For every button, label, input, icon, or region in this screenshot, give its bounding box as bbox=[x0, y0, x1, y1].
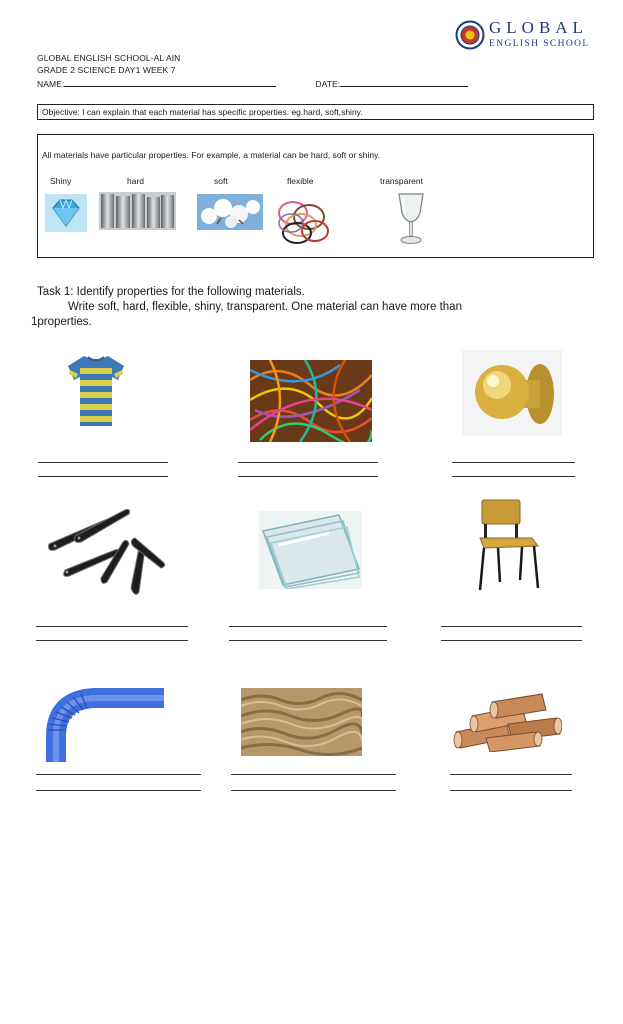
answer-line[interactable] bbox=[441, 640, 582, 641]
answer-line[interactable] bbox=[231, 790, 396, 791]
answer-line[interactable] bbox=[231, 774, 396, 775]
answer-line[interactable] bbox=[238, 476, 378, 477]
answer-line[interactable] bbox=[452, 462, 575, 463]
answer-line[interactable] bbox=[450, 774, 572, 775]
school-logo bbox=[455, 18, 595, 54]
answer-line[interactable] bbox=[450, 790, 572, 791]
objective-text: Objective: I can explain that each material has specific properties. eg.hard, soft,shiny. bbox=[42, 107, 363, 117]
logo-word: GLOBAL bbox=[489, 18, 588, 37]
logo-subtitle: ENGLISH SCHOOL bbox=[489, 39, 590, 49]
seal-icon bbox=[455, 20, 485, 50]
answer-line[interactable] bbox=[238, 462, 378, 463]
answer-line[interactable] bbox=[38, 462, 168, 463]
task-instruction: Write soft, hard, flexible, shiny, transparent. One material can have more than bbox=[68, 301, 462, 313]
school-name: GLOBAL ENGLISH SCHOOL-AL AIN bbox=[37, 53, 181, 63]
name-field[interactable] bbox=[64, 77, 276, 87]
sand-icon bbox=[241, 688, 362, 756]
door-knob-icon bbox=[462, 350, 562, 436]
diamond-icon bbox=[45, 194, 87, 232]
properties-box bbox=[37, 134, 594, 258]
firewood-icon bbox=[452, 688, 562, 752]
bendy-straw-icon bbox=[46, 686, 166, 764]
glass-icon bbox=[395, 191, 427, 247]
date-field[interactable] bbox=[340, 77, 468, 87]
properties-intro: All materials have particular properties. For example, a material can be hard, soft or shiny. bbox=[42, 150, 381, 160]
name-date-row bbox=[37, 77, 597, 89]
answer-line[interactable] bbox=[452, 476, 575, 477]
answer-line[interactable] bbox=[229, 626, 387, 627]
chair-icon bbox=[474, 498, 544, 596]
name-label: NAME: bbox=[37, 79, 65, 89]
date-label: DATE: bbox=[315, 79, 341, 89]
grade-line: GRADE 2 SCIENCE DAY1 WEEK 7 bbox=[37, 65, 176, 75]
task-instructions bbox=[31, 285, 462, 330]
answer-line[interactable] bbox=[441, 626, 582, 627]
property-label-hard: hard bbox=[127, 176, 145, 186]
rubber-bands-icon bbox=[250, 360, 372, 442]
hair-bands-icon bbox=[273, 195, 337, 249]
answer-line[interactable] bbox=[36, 790, 201, 791]
glass-sheets-icon bbox=[259, 511, 362, 589]
property-label-soft: soft bbox=[214, 176, 228, 186]
task-title: Task 1: Identify properties for the following materials. bbox=[37, 286, 305, 298]
task-instruction-cont: 1properties. bbox=[31, 316, 92, 328]
answer-line[interactable] bbox=[36, 640, 188, 641]
property-label-flexible: flexible bbox=[287, 176, 314, 186]
answer-line[interactable] bbox=[36, 626, 188, 627]
cotton-icon bbox=[197, 194, 263, 230]
property-label-shiny: Shiny bbox=[50, 176, 72, 186]
answer-line[interactable] bbox=[38, 476, 168, 477]
answer-line[interactable] bbox=[229, 640, 387, 641]
metal-pipes-icon bbox=[99, 192, 176, 230]
property-label-transparent: transparent bbox=[380, 176, 423, 186]
hair-clips-icon bbox=[45, 508, 169, 600]
answer-line[interactable] bbox=[36, 774, 201, 775]
t-shirt-icon bbox=[66, 352, 126, 430]
objective-box bbox=[37, 104, 594, 120]
